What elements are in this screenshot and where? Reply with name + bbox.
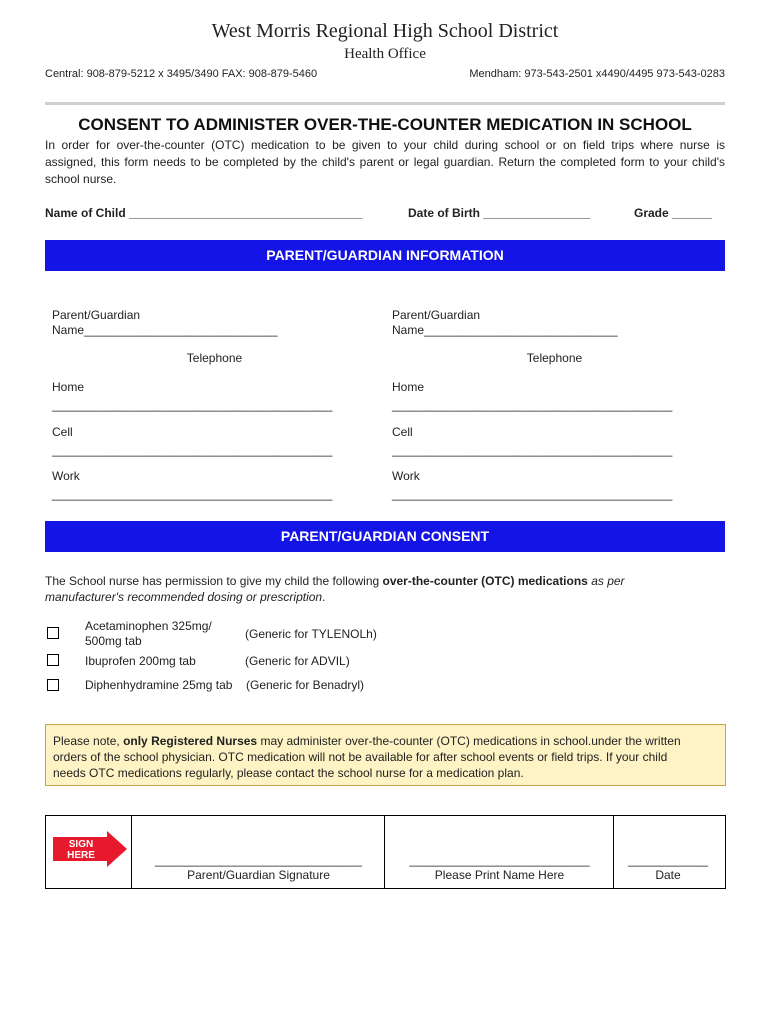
office-subtitle: Health Office: [344, 46, 426, 62]
right-cell-label: Cell: [392, 425, 413, 439]
note-line-3: needs OTC medications regularly, please contact the school nurse for a medication plan.: [53, 766, 524, 780]
print-name-line[interactable]: ___________________________: [409, 853, 590, 867]
intro-line-2: assigned, this form needs to be completed by the child's parent or legal guardian. Return the completed form to your child's: [45, 155, 725, 169]
print-name-cell[interactable]: [385, 815, 614, 889]
intro-text: [45, 137, 725, 188]
note-line-2: orders of the school physician. OTC medication will not be available for after school events or field trips. If your child: [53, 750, 668, 764]
right-telephone-label: Telephone: [526, 351, 583, 365]
sign-here-arrow-icon: [51, 831, 131, 871]
consent-statement-italic-1: as per: [587, 574, 625, 588]
ibuprofen-name: Ibuprofen 200mg tab: [85, 654, 196, 668]
left-parent-name-field[interactable]: Name_____________________________: [52, 323, 278, 337]
note-prefix: Please note,: [53, 734, 124, 748]
left-work-field[interactable]: __________________________________________: [52, 487, 333, 501]
mendham-contact: Mendham: 973-543-2501 x4490/4495 973-543-0283: [469, 68, 725, 80]
intro-line-3: school nurse.: [45, 172, 117, 186]
form-title: CONSENT TO ADMINISTER OVER-THE-COUNTER MEDICATION IN SCHOOL: [78, 115, 692, 134]
diphenhydramine-name: Diphenhydramine 25mg tab: [85, 678, 233, 692]
consent-banner: PARENT/GUARDIAN CONSENT: [45, 521, 725, 552]
name-of-child-field[interactable]: Name of Child ___________________________________: [45, 206, 363, 220]
diphenhydramine-generic: (Generic for Benadryl): [246, 678, 365, 692]
note-line-1: [53, 733, 718, 749]
date-cell[interactable]: [614, 815, 726, 889]
consent-statement-end: .: [322, 590, 326, 604]
left-cell-label: Cell: [52, 425, 73, 439]
note-text: [53, 733, 718, 781]
right-cell-field[interactable]: __________________________________________: [392, 443, 673, 457]
ibuprofen-checkbox[interactable]: [47, 654, 59, 666]
acetaminophen-checkbox[interactable]: [47, 627, 59, 639]
sign-here-text-1: SIGN: [68, 839, 94, 850]
sign-here-text-2: HERE: [67, 850, 95, 861]
diphenhydramine-checkbox[interactable]: [47, 679, 59, 691]
left-work-label: Work: [52, 469, 80, 483]
acetaminophen-dose: 500mg tab: [85, 634, 142, 648]
signature-label: Parent/Guardian Signature: [187, 868, 330, 882]
date-of-birth-field[interactable]: Date of Birth ________________: [408, 206, 591, 220]
right-home-label: Home: [392, 380, 425, 394]
date-line[interactable]: ____________: [627, 853, 709, 867]
note-line-1-rest: may administer over-the-counter (OTC) medications in school.under the written: [257, 734, 681, 748]
right-work-field[interactable]: __________________________________________: [392, 487, 673, 501]
signature-cell[interactable]: [132, 815, 385, 889]
note-box: [45, 724, 726, 786]
right-home-field[interactable]: __________________________________________: [392, 398, 673, 412]
print-name-label: Please Print Name Here: [434, 868, 565, 882]
central-contact: Central: 908-879-5212 x 3495/3490 FAX: 908-879-5460: [45, 68, 318, 80]
acetaminophen-name: Acetaminophen 325mg/: [85, 619, 212, 633]
ibuprofen-generic: (Generic for ADVIL): [245, 654, 350, 668]
intro-line-1: In order for over-the-counter (OTC) medication to be given to your child during school or on field trips where nurse is: [45, 138, 725, 152]
consent-statement-bold: over-the-counter (OTC) medications: [382, 574, 588, 588]
right-work-label: Work: [392, 469, 420, 483]
left-parent-label: Parent/Guardian: [52, 308, 141, 322]
acetaminophen-generic: (Generic for TYLENOLh): [245, 627, 377, 641]
note-bold: only Registered Nurses: [123, 734, 258, 748]
left-home-field[interactable]: __________________________________________: [52, 398, 333, 412]
right-parent-label: Parent/Guardian: [392, 308, 481, 322]
left-home-label: Home: [52, 380, 85, 394]
consent-statement-line-1: [45, 573, 625, 589]
consent-statement-italic-2: manufacturer's recommended dosing or prescription: [45, 590, 323, 604]
left-cell-field[interactable]: __________________________________________: [52, 443, 333, 457]
sign-here-cell: [45, 815, 132, 889]
right-parent-name-field[interactable]: Name_____________________________: [392, 323, 618, 337]
header-divider: [45, 102, 725, 105]
district-title: West Morris Regional High School District: [211, 20, 559, 42]
consent-statement-start: The School nurse has permission to give my child the following: [45, 574, 383, 588]
signature-line[interactable]: _______________________________: [155, 853, 362, 867]
left-telephone-label: Telephone: [186, 351, 243, 365]
parent-info-banner: PARENT/GUARDIAN INFORMATION: [45, 240, 725, 271]
consent-statement-line-2: [45, 589, 325, 605]
grade-field[interactable]: Grade ______: [634, 206, 713, 220]
date-label: Date: [655, 868, 681, 882]
